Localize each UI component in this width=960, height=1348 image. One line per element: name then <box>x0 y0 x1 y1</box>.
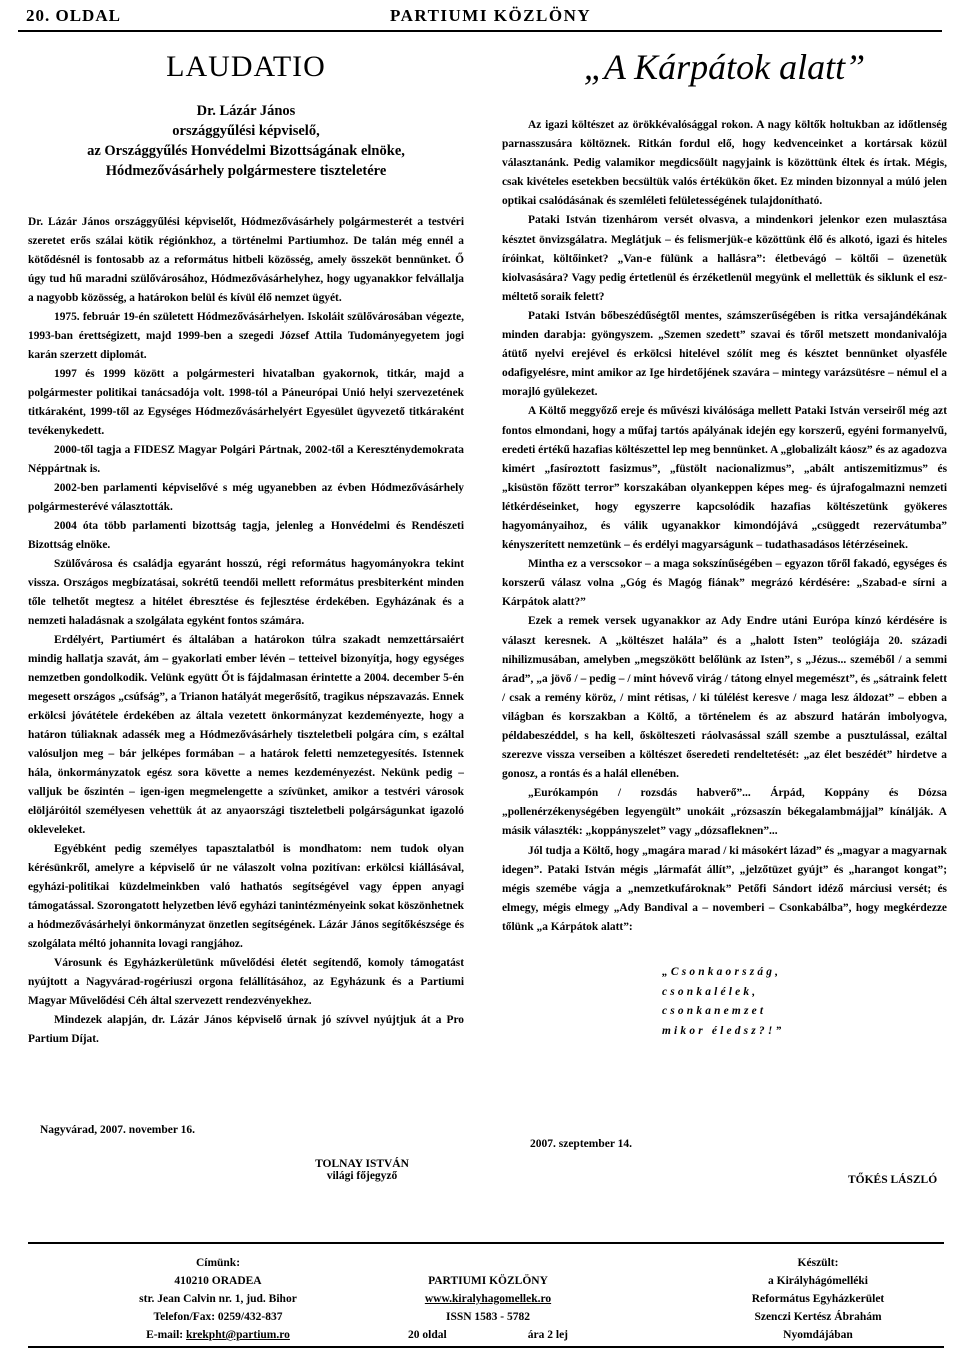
address-line: str. Jean Calvin nr. 1, jud. Bihor <box>139 1293 297 1305</box>
paragraph: Városunk és Egyházkerületünk művelődési életét segítendő, komoly támogatást nyújtott a Nagyvárad-rogériuszi orgona felállításához, az Egyházunk és a Partiumi Magyar Művelődési Céh által szervezett rendezvényekhez. <box>28 957 464 1007</box>
email-prefix: E-mail: <box>146 1329 187 1341</box>
footer-pub-name: PARTIUMI KÖZLÖNY <box>428 1275 548 1287</box>
paragraph: Pataki István bőbeszédűségtől mentes, számszerűségében is ritka versajándékának minden darabja: gyöngyszem. „Szemen szedett” szavai és tőről metszett mondanivalója átütő nyelvi erejével és erkölcsi hitelével szólít meg és késztet bennünket olyasféle odafigyelésre, mint amikor az Ige hirdetőjének szavára – mintegy varázsütésre – némul el a morajló gyülekezet. <box>502 309 947 399</box>
paragraph: Az igazi költészet az örökkévalósággal rokon. A nagy költők holtukban az időtlenség parnasszusára költöznek. Ritkán fordul elő, hogy kedvenceinket a kortársak közül választanánk. Pedig valamikor megdicsőült nagyjaink is közöttünk éltek és írtak. Mégis, csak kivételes esetekben becsültük valós értékükön őket. Ez minden bizonnyal a múló jelen optikai csalódásának és szemléleti felületességének tulajdonítható. <box>502 119 947 208</box>
footer-publication <box>388 1272 588 1344</box>
publication-name: PARTIUMI KÖZLÖNY <box>390 6 592 25</box>
paragraph: 2000-től tagja a FIDESZ Magyar Polgári Pártnak, 2002-től a Kereszténydemokrata Néppártnak is. <box>28 444 464 475</box>
paragraph: Egyébként pedig személyes tapasztalatból is mondhatom: nem tudok olyan kérésünkről, amelyre a képviselő úr ne válaszolt volna pozitívan: erkölcsi kiállásával, egyházi-politikai küzdelmeinkben való hathatós segítségével vagy éppen anyagi támogatással. Szorongatott helyzetben lévő egyházi tanintézményeink sokat köszönhetnek a hódmezővásárhelyi önkormányzat önzetlen segítségének. Lázár János segítőkészsége és szolgálata méltó johannita lovagi rangjához. <box>28 843 464 950</box>
email-link[interactable]: krekpht@partium.ro <box>186 1329 290 1341</box>
paragraph: Szülővárosa és családja egyaránt hosszú, régi református hagyományokra tekint vissza. Országos megbízatásai, sokrétű teendői mellett református presbiterként minden tőle telhetőt megtesz a hitélet ébresztése és fejlesztése érdekében. Egyházának és a nemzeti haladásnak a szolgálata egyként fontos számára. <box>28 558 464 627</box>
paragraph: Pataki István tizenhárom versét olvasva, a mindenkori jelenkor ezen mulasztása késztet önvizsgálatra. Meglátjuk – és felismerjük-e közöttünk élő és alkotó, igazi és hiteles íróinkat, költőinket? „Van-e fülünk a hallásra”: életbevágó – költői – üzenetük kiolvasására? Vagy pedig értetlenül és érzéketlenül megyünk el mellettük és siklunk el eszméltető soraik felett? <box>502 214 947 303</box>
paragraph: 1975. február 19-én született Hódmezővásárhelyen. Iskoláit szülővárosában végezte, 1993-ban érettségizett, majd 1999-ben a szegedi József Attila Tudományegyetem jogi karán szerzett diplomát. <box>28 311 464 361</box>
made-line: Nyomdájában <box>783 1329 853 1341</box>
made-line: Református Egyházkerület <box>751 1293 885 1305</box>
subtitle-line: az Országgyűlés Honvédelmi Bizottságának elnöke, <box>87 143 405 159</box>
laudatio-body <box>28 213 464 1049</box>
subtitle-line: országgyűlési képviselő, <box>172 123 320 139</box>
paragraph: „Eurókampón / rozsdás habverő”... Árpád, Koppány és Dózsa „pollenérzékenységében legyengült” unokáit „rózsaszín békegalambmájjal” kínálják. A másik választék: „koppányszelet” vagy „dózsafleknen”... <box>502 787 947 838</box>
footer-address <box>88 1254 348 1344</box>
signature-title: világi főjegyző <box>326 1170 398 1182</box>
paragraph: 2002-ben parlamenti képviselővé s még ugyanebben az évben Hódmezővásárhely polgármesterévé választották. <box>28 482 464 513</box>
paragraph: Jól tudja a Költő, hogy „magára marad / ki másokért lázad” és „magyar a magyarnak idegen”. Pataki István mégis „lármafát állít”, „jelzőtüzet gyújt” és „harangot kongat”; mégis szemébe vágja a „nemzetkufároknak” Petőfi Sándort idéző márciusi versét; és elmegy, mégis elmegy „Ady Bandival a – novemberi – Csonkabálba”, hogy megkérdezze tőlünk „a Kárpátok alatt”: <box>502 844 947 933</box>
paragraph: Erdélyért, Partiumért és általában a határokon túlra szakadt nemzettársaiért mindig hallatja szavát, ám – gyakorlati ember lévén – tetteivel bizonyítja, hogy egységes nemzetben gondolkodik. Velünk együtt Őt is fájdalmasan érintette a 2004. december 5-én megesett országos „csúfság”, a Trianon hatályát megerősítő, tragikus népszavazás. Ennek erkölcsi jóvátétele érdekében az általa vezetett önkormányzat kezdeményezte, hogy a határon túliaknak adassék meg a Hódmezővásárhely tiszteletbeli polgára cím, s ezáltal valósuljon meg – bár jelképes formában – a határok feletti nemzetegyesítés. Istennek hála, önkormányzatok egész sora követte a nemes kezdeményezést. Nekünk pedig – valljuk be őszintén – igen-igen megmelengette a szívünket, amikor a testvéri városok elöljáróitól személyesen vehettük át az anyaországi tiszteletbeli polgárságunkat igazoló okleveleket. <box>28 634 464 836</box>
laudatio-column <box>28 44 464 1049</box>
paragraph: Dr. Lázár János országgyűlési képviselőt, Hódmezővásárhely polgármesterét a testvéri szeretet erős szálai kötik régiónkhoz, a történelmi Partiumhoz. De talán még ennél a kötődésnél is fontosabb az a református hitbeli közösség, amely összeköt bennünket. Ő úgy tud hű maradni szülővárosához, Hódmezővásárhelyhez, hogy ugyanakkor felvállalja a nagyobb közösség, a határokon belül és kívül élő nemzet ügyét. <box>28 216 464 304</box>
made-line: a Királyhágómelléki <box>768 1275 868 1287</box>
paragraph: Ezek a remek versek ugyanakkor az Ady Endre utáni Európa kínzó kérdésére is választ keresnek. A „költészet halála” és a „halott Isten” teológiája 20. századi nihilizmusában, amelyben „megszökött belőlünk az Isten”, s „Jézus... szeméből / a semmi árad”, „a jövő / – pedig – / mint hóvevő virág / tátong elnyel megemészt”, és „sátraink felett / csak a remény köröz, / mint rétisas, / ki túlélést keresve / maga lesz áldozat” – ebben a világban és korszakban a Költő, a történelem és az abszurd határán imbolyogva, példabeszéddel, s ha kell, őskölteszeti ráolvasással száll szembe a pusztulással, ezáltal szerezve visszа verseiben a költészet őseredeti rendeltetését: „az élet beszédét” hirdetve a gonosz, a rontás és a halál ellenében. <box>502 615 947 781</box>
poem-line: „Csonkaország, <box>662 966 782 979</box>
poem-line: csonkanemzet <box>662 1005 767 1018</box>
subtitle-line: Hódmezővásárhely polgármestere tiszteletére <box>105 163 387 179</box>
address-line: 410210 ORADEA <box>174 1275 262 1287</box>
karpatok-date: 2007. szeptember 14. <box>530 1138 632 1150</box>
page-header <box>18 2 942 32</box>
paragraph: Mindezek alapján, dr. Lázár János képviselő úrnak jó szívvel nyújtjuk át a Pro Partium Díjat. <box>28 1014 464 1045</box>
address-label: Címünk: <box>195 1257 241 1269</box>
page-footer <box>28 1242 944 1348</box>
paragraph: 2004 óta több parlamenti bizottság tagja, jelenleg a Honvédelmi és Rendészeti Bizottság elnöke. <box>28 520 464 551</box>
subtitle-line: Dr. Lázár János <box>196 103 296 119</box>
poem-line: csonkalélek, <box>662 985 759 998</box>
karpatok-body <box>502 116 947 937</box>
page-number: 20. OLDAL <box>26 6 121 25</box>
laudatio-signature <box>282 1158 442 1182</box>
laudatio-title: LAUDATIO <box>166 50 326 83</box>
address-line: Telefon/Fax: 0259/432-837 <box>153 1311 283 1323</box>
paragraph: 1997 és 1999 között a polgármesteri hivatalban gyakornok, titkár, majd a polgármester politikai tanácsadója volt. 1998-tól a Páneurópai Unió helyi szervezetének titkáraként, 1999-től az Egységes Hódmezővásárhelyért Egyesület ügyvezető titkáraként tevékenykedett. <box>28 368 464 437</box>
made-label: Készült: <box>797 1257 839 1269</box>
laudatio-subtitle <box>28 101 464 181</box>
poem-line: mikor éledsz?!” <box>662 1024 785 1037</box>
email-row <box>88 1326 348 1344</box>
website-link[interactable]: www.kiralyhagomellek.ro <box>424 1293 552 1305</box>
footer-printer <box>708 1254 928 1344</box>
karpatok-title: „A Kárpátok alatt” <box>583 47 866 87</box>
karpatok-column <box>502 44 947 1041</box>
made-line: Szenczi Kertész Ábrahám <box>754 1311 882 1323</box>
karpatok-signature: TŐKÉS LÁSZLÓ <box>848 1174 938 1186</box>
laudatio-date: Nagyvárad, 2007. november 16. <box>40 1124 196 1136</box>
paragraph: Mintha ez a verscsokor – a maga sokszínűségében – egyazon tőről fakadó, egységes és korszerű válasz volna „Góg és Magóg fiának” megrázó kérdésére: „Szabad-e sírni a Kárpátok alatt?” <box>502 558 947 609</box>
page-count: 20 oldal <box>408 1329 447 1341</box>
pages-price-row <box>408 1326 568 1344</box>
price: ára 2 lej <box>527 1329 568 1341</box>
signature-name: TOLNAY ISTVÁN <box>315 1158 409 1170</box>
poem <box>662 963 947 1041</box>
issn: ISSN 1583 - 5782 <box>445 1311 531 1323</box>
paragraph: A Költő meggyőző ereje és művészi kiválósága mellett Pataki István verseiről még azt fontos elmondani, hogy a műfaj tartós apályának idején egy korszerű, egyéni formanyelvű, eredeti értékű hazafias költészettel lep meg bennünket. A „globalizált káosz” és az agadozva kimért „fasíroztott fasizmus”, „füstölt nacionalizmus”, „abált antiszemitizmus” és „kisüstön főzött terror” korszakában olyankeppen képes meg- és újrafogalmazni nemzeti létkérdéseinket, hogy egyszerre kapcsolódik hazafias költészetünk gyökeres hagyományaihoz, és válik ugyanakkor kimondójává „csüggedt rezervátumba” kényszerített nemzetünk – és erdélyi magyarságunk – tudathasadásos létérzéseinek. <box>502 405 947 552</box>
